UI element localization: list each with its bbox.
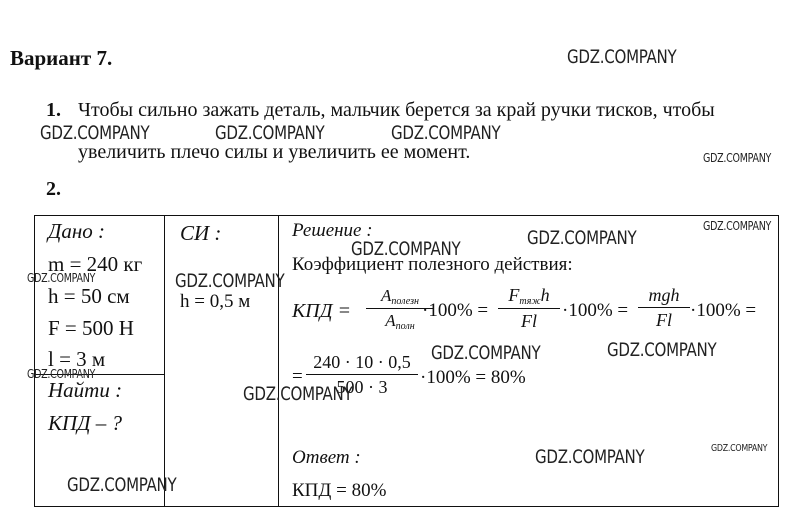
fraction-den-a: A — [385, 311, 396, 330]
watermark: GDZ.COMPANY — [567, 46, 677, 68]
formula-result: ·100% = 80% — [420, 367, 526, 388]
fraction2-den: Fl — [521, 311, 537, 331]
given-line-mass: m = 240 кг — [48, 252, 143, 276]
table-divider-given-si — [164, 215, 165, 506]
solution-title: Коэффициент полезного действия: — [292, 254, 573, 275]
watermark: GDZ.COMPANY — [175, 270, 285, 292]
watermark: GDZ.COMPANY — [535, 446, 645, 468]
given-line-length: l = 3 м — [48, 347, 106, 371]
fraction4-den: 500 · 3 — [336, 377, 388, 397]
task2-number: 2. — [46, 178, 61, 200]
formula-times100-b: ·100% = — [562, 300, 629, 321]
watermark: GDZ.COMPANY — [351, 238, 461, 260]
task1-number: 1. — [46, 99, 61, 121]
formula-eq-start: = — [292, 366, 303, 387]
solution-header: Решение : — [292, 220, 373, 241]
task1-line2: увеличить плечо силы и увеличить ее момент. — [78, 141, 471, 163]
watermark: GDZ.COMPANY — [243, 383, 353, 405]
fraction2-num-h: h — [540, 285, 550, 305]
given-line-force: F = 500 Н — [48, 316, 134, 340]
watermark: GDZ.COMPANY — [607, 339, 717, 361]
si-value: h = 0,5 м — [180, 291, 251, 312]
watermark: GDZ.COMPANY — [703, 151, 772, 165]
find-value: КПД – ? — [48, 411, 122, 435]
fraction-weight-height — [498, 285, 560, 332]
watermark: GDZ.COMPANY — [391, 122, 501, 144]
fraction-mgh-fl — [638, 285, 690, 331]
watermark: GDZ.COMPANY — [27, 271, 96, 285]
fraction4-bar — [306, 374, 418, 375]
fraction3-den: Fl — [656, 310, 672, 330]
formula-times100-c: ·100% = — [690, 300, 757, 321]
fraction2-num-sub: тяж — [519, 296, 541, 307]
watermark: GDZ.COMPANY — [703, 219, 772, 233]
table-divider-si-solution — [278, 215, 279, 506]
watermark: GDZ.COMPANY — [27, 367, 96, 381]
answer-value: КПД = 80% — [292, 480, 387, 501]
watermark: GDZ.COMPANY — [67, 474, 177, 496]
fraction-num-a: A — [381, 286, 392, 305]
watermark: GDZ.COMPANY — [527, 227, 637, 249]
page-heading: Вариант 7. — [10, 46, 113, 70]
fraction-den-sub: полн — [395, 321, 415, 332]
watermark: GDZ.COMPANY — [40, 122, 150, 144]
given-header: Дано : — [48, 219, 106, 243]
watermark: GDZ.COMPANY — [431, 342, 541, 364]
find-header: Найти : — [48, 378, 123, 402]
formula-lhs: КПД = — [292, 300, 351, 322]
fraction2-bar — [498, 308, 560, 309]
answer-header: Ответ : — [292, 447, 361, 468]
task1-line1: Чтобы сильно зажать деталь, мальчик берется за край ручки тисков, чтобы — [78, 99, 715, 121]
fraction3-num: mgh — [648, 285, 680, 305]
watermark: GDZ.COMPANY — [215, 122, 325, 144]
fraction3-bar — [638, 307, 690, 308]
fraction2-num-f: F — [508, 285, 520, 305]
fraction4-num: 240 · 10 · 0,5 — [313, 352, 411, 372]
formula-times100-a: ·100% = — [422, 300, 489, 321]
watermark: GDZ.COMPANY — [711, 443, 768, 454]
given-line-height: h = 50 см — [48, 284, 130, 308]
fraction-num-sub: полезн — [391, 296, 419, 307]
si-header: СИ : — [180, 221, 222, 245]
